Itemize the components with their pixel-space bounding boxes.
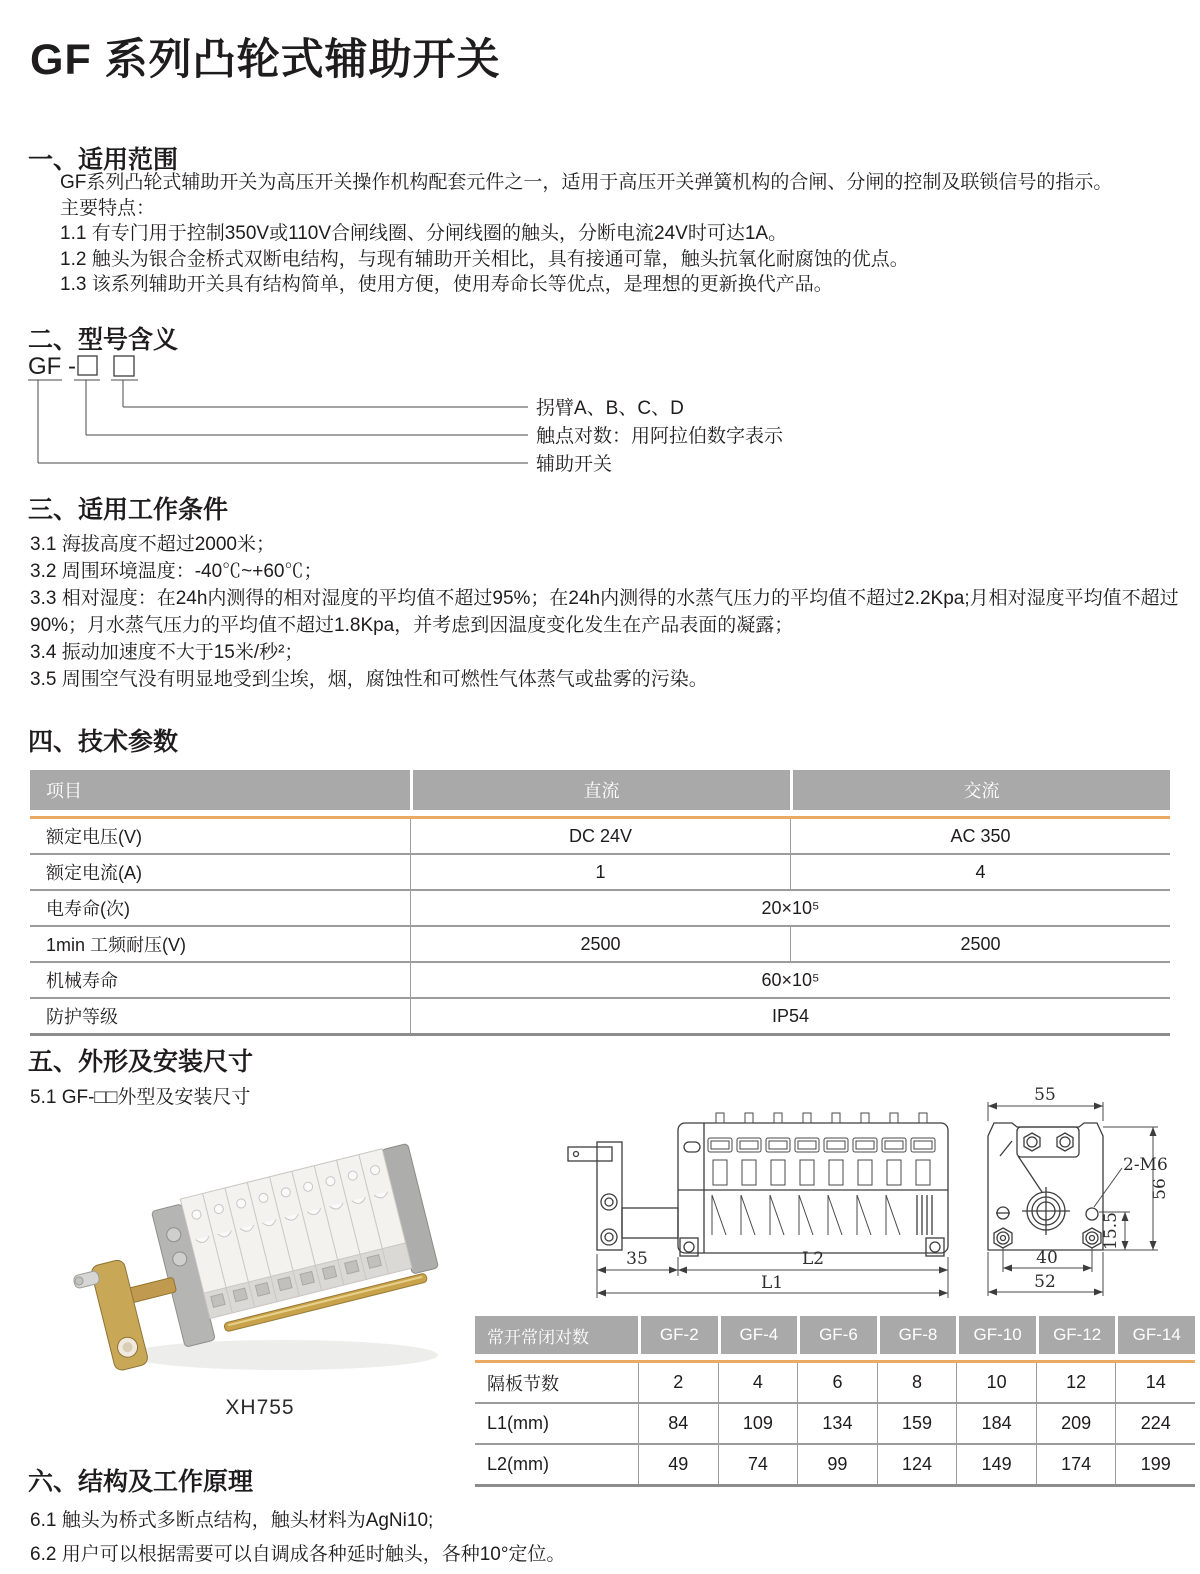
table-cell: 2500 xyxy=(410,927,790,961)
table-row xyxy=(475,1445,1195,1487)
dimensions-table xyxy=(475,1316,1195,1487)
section5-sub: 5.1 GF-□□外型及安装尺寸 xyxy=(30,1087,251,1108)
contact-modules xyxy=(708,1113,935,1235)
table-cell: 隔板节数 xyxy=(487,1373,559,1394)
section3-body xyxy=(30,531,1182,693)
table-cell: 6 xyxy=(797,1363,877,1402)
table-cell: DC 24V xyxy=(410,819,790,853)
table-cell: 149 xyxy=(956,1445,1036,1484)
table-cell: 4 xyxy=(718,1363,798,1402)
model-box-2 xyxy=(114,356,134,376)
dim-35-label: 35 xyxy=(626,1249,648,1269)
table-cell: AC 350 xyxy=(790,819,1170,853)
table-header-cell: 常开常闭对数 xyxy=(475,1316,638,1354)
end-view-drawing xyxy=(972,1076,1197,1314)
table-header-row xyxy=(475,1316,1195,1354)
page-title: GF 系列凸轮式辅助开关 xyxy=(30,36,501,84)
section1-features-label: 主要特点： xyxy=(60,197,156,219)
table-cell: 额定电流(A) xyxy=(46,863,142,883)
table-row xyxy=(475,1363,1195,1404)
table-header-cell: 项目 xyxy=(30,770,410,810)
table-header-row xyxy=(30,770,1170,810)
table-cell: 49 xyxy=(638,1445,718,1484)
section4-heading: 四、技术参数 xyxy=(28,728,179,756)
table-header-cell: GF-14 xyxy=(1118,1316,1195,1354)
section1-item: 1.2 触头为银合金桥式双断电结构，与现有辅助开关相比，具有接通可靠，触头抗氧化耐腐蚀的优点。 xyxy=(60,248,909,270)
section6-body xyxy=(30,1504,1180,1572)
model-box-1 xyxy=(78,356,97,375)
dim-L1-label: L1 xyxy=(760,1273,784,1293)
section1-item: 1.1 有专门用于控制350V或110V合闸线圈、分闸线圈的触头，分断电流24V时可达1A。 xyxy=(60,223,788,244)
model-code-diagram xyxy=(28,348,908,483)
table-cell: 199 xyxy=(1115,1445,1195,1484)
table-row xyxy=(30,927,1170,963)
table-header-cell: GF-4 xyxy=(721,1316,798,1354)
end-body-outline xyxy=(988,1123,1103,1250)
model-label-contacts: 触点对数：用阿拉伯数字表示 xyxy=(536,426,784,447)
model-code-text: GF - xyxy=(28,353,76,380)
table-cell: 209 xyxy=(1036,1404,1116,1443)
table-row xyxy=(475,1404,1195,1445)
dim-40-label: 40 xyxy=(1036,1248,1058,1268)
dim-55-label: 55 xyxy=(1034,1085,1056,1105)
end-dimension-lines xyxy=(988,1102,1158,1296)
photo-shadow xyxy=(128,1340,438,1370)
photo-caption: XH755 xyxy=(225,1396,295,1419)
section1-heading: 一、适用范围 xyxy=(28,146,179,174)
table-cell: 184 xyxy=(956,1404,1036,1443)
table-cell: 12 xyxy=(1036,1363,1116,1402)
side-view-drawing xyxy=(552,1090,970,1310)
table-header-cell: GF-6 xyxy=(800,1316,877,1354)
condition-item: 3.1 海拔高度不超过2000米； xyxy=(30,534,275,555)
model-label-switch: 辅助开关 xyxy=(536,454,613,475)
table-cell: 机械寿命 xyxy=(46,971,118,991)
table-header-cell: GF-2 xyxy=(641,1316,718,1354)
condition-item: 3.4 振动加速度不大于15米/秒²； xyxy=(30,642,304,663)
table-header-cell: GF-12 xyxy=(1039,1316,1116,1354)
condition-item: 3.3 相对湿度：在24h内测得的相对湿度的平均值不超过95%；在24h内测得的水蒸气压力的平均值不超过2.2Kpa;月相对湿度平均值不超过90%；月水蒸气压力的平均值不超过1.8Kpa，并考虑到因温度变化发生在产品表面的凝露； xyxy=(30,588,1179,636)
product-photo-illustration xyxy=(68,1122,488,1390)
table-row xyxy=(30,963,1170,999)
table-cell: 2500 xyxy=(790,927,1170,961)
table-cell: 8 xyxy=(877,1363,957,1402)
table-cell: 4 xyxy=(790,855,1170,889)
dim-L2-label: L2 xyxy=(801,1249,825,1269)
table-cell: 109 xyxy=(718,1404,798,1443)
table-header-cell: 直流 xyxy=(413,770,790,810)
table-header-cell: 交流 xyxy=(793,770,1170,810)
section1-body xyxy=(60,170,1190,298)
table-cell: 1 xyxy=(410,855,790,889)
section1-item: 1.3 该系列辅助开关具有结构简单，使用方便，使用寿命长等优点，是理想的更新换代产品。 xyxy=(60,274,833,295)
table-cell: 74 xyxy=(718,1445,798,1484)
table-cell: 10 xyxy=(956,1363,1036,1402)
table-row xyxy=(30,891,1170,927)
table-cell: L1(mm) xyxy=(487,1413,549,1433)
dim-56-label: 56 xyxy=(1150,1178,1170,1200)
section3-heading: 三、适用工作条件 xyxy=(28,496,229,524)
table-cell: 174 xyxy=(1036,1445,1116,1484)
table-cell: 124 xyxy=(877,1445,957,1484)
section5-heading: 五、外形及安装尺寸 xyxy=(28,1048,254,1076)
table-cell: 防护等级 xyxy=(46,1007,118,1027)
switch-body-outline xyxy=(678,1123,948,1256)
table-row xyxy=(30,855,1170,891)
table-cell-merged: 20×10⁵ xyxy=(410,891,1170,925)
condition-item: 3.5 周围空气没有明显地受到尘埃，烟，腐蚀性和可燃性气体蒸气或盐雾的污染。 xyxy=(30,669,708,690)
section6-heading: 六、结构及工作原理 xyxy=(28,1468,254,1496)
tech-params-table xyxy=(30,770,1170,1036)
table-cell: 159 xyxy=(877,1404,957,1443)
condition-item: 3.2 周围环境温度：-40℃~+60℃； xyxy=(30,561,323,582)
table-cell: 84 xyxy=(638,1404,718,1443)
table-cell: 电寿命(次) xyxy=(46,899,130,919)
table-header-cell: GF-8 xyxy=(880,1316,957,1354)
table-cell-merged: 60×10⁵ xyxy=(410,963,1170,997)
table-cell: 14 xyxy=(1115,1363,1195,1402)
dim-52-label: 52 xyxy=(1034,1272,1056,1292)
table-cell: 1min 工频耐压(V) xyxy=(46,935,187,955)
section6-item: 6.1 触头为桥式多断点结构，触头材料为AgNi10; xyxy=(30,1510,434,1531)
model-label-crank: 拐臂A、B、C、D xyxy=(536,398,684,419)
table-cell-merged: IP54 xyxy=(410,999,1170,1033)
section2-heading: 二、型号含义 xyxy=(28,326,179,354)
table-row xyxy=(30,999,1170,1036)
table-cell: 2 xyxy=(638,1363,718,1402)
section6-item: 6.2 用户可以根据需要可以自调成各种延时触头，各种10°定位。 xyxy=(30,1544,566,1565)
crank-lever-outline xyxy=(568,1142,678,1250)
table-cell: L2(mm) xyxy=(487,1454,549,1474)
table-header-cell: GF-10 xyxy=(959,1316,1036,1354)
section1-intro: GF系列凸轮式辅助开关为高压开关操作机构配套元件之一，适用于高压开关弹簧机构的合闸、分闸的控制及联锁信号的指示。 xyxy=(60,172,1113,193)
dim-15p5-label: 15.5 xyxy=(1101,1212,1121,1250)
table-cell: 134 xyxy=(797,1404,877,1443)
table-cell: 99 xyxy=(797,1445,877,1484)
table-cell: 额定电压(V) xyxy=(46,827,142,847)
table-row xyxy=(30,819,1170,855)
dim-2M6-label: 2-M6 xyxy=(1123,1155,1168,1175)
table-cell: 224 xyxy=(1115,1404,1195,1443)
diagram-connector-lines xyxy=(28,380,528,463)
